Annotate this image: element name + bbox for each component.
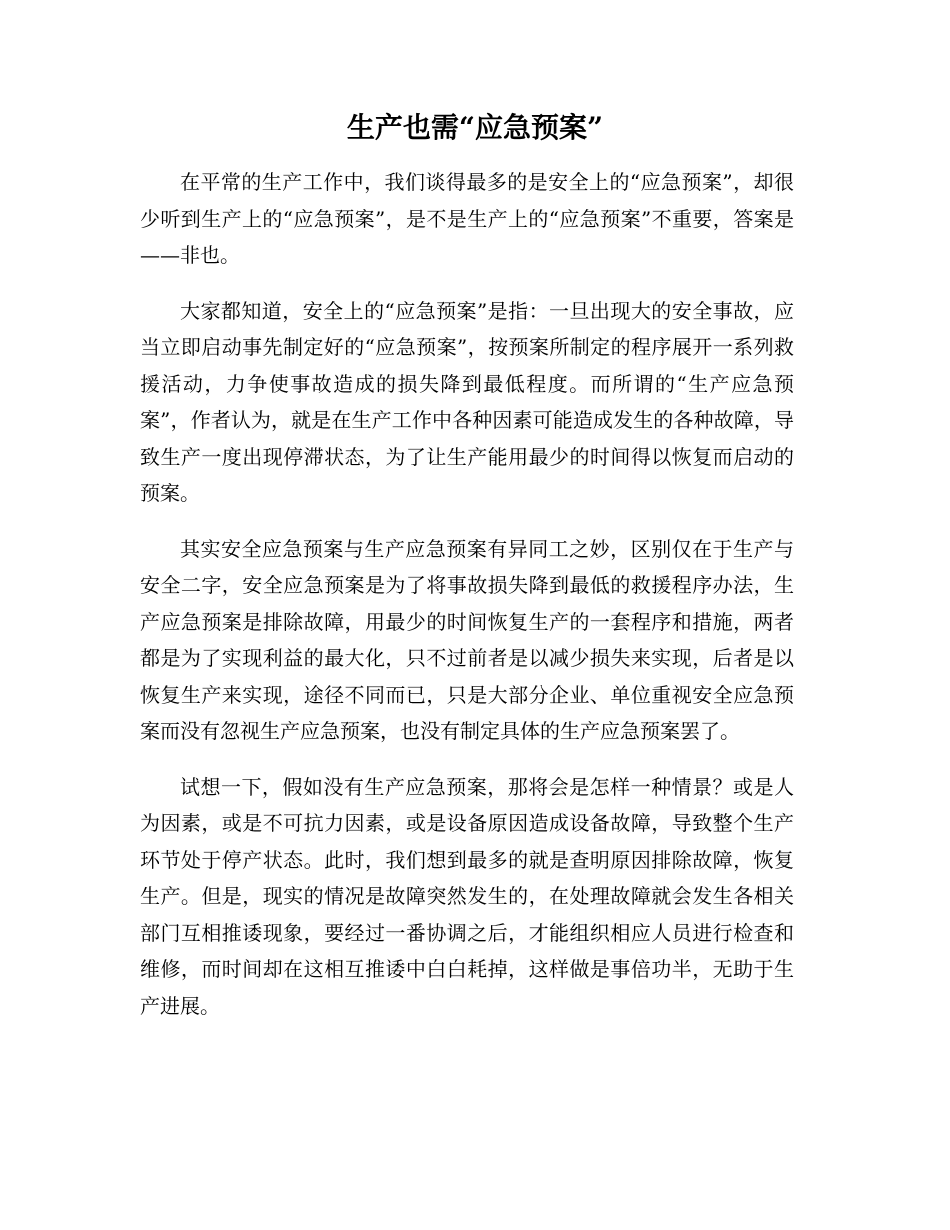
paragraph-1: 在平常的生产工作中，我们谈得最多的是安全上的“应急预案”，却很少听到生产上的“应急预案”，是不是生产上的“应急预案”不重要，答案是——非也。 bbox=[140, 170, 794, 267]
paragraph-4: 试想一下，假如没有生产应急预案，那将会是怎样一种情景？或是人为因素，或是不可抗力因素，或是设备原因造成设备故障，导致整个生产环节处于停产状态。此时，我们想到最多的就是查明原因排除故障，恢复生产。但是，现实的情况是故障突然发生的，在处理故障就会发生各相关部门互相推诿现象，要经过一番协调之后，才能组织相应人员进行检查和维修，而时间却在这相互推诿中白白耗掉，这样做是事倍功半，无助于生产进展。 bbox=[140, 774, 794, 1018]
document-body bbox=[140, 164, 794, 1043]
document-title: 生产也需“应急预案” bbox=[346, 111, 604, 144]
paragraph-3: 其实安全应急预案与生产应急预案有异同工之妙，区别仅在于生产与安全二字，安全应急预案是为了将事故损失降到最低的救援程序办法，生产应急预案是排除故障，用最少的时间恢复生产的一套程序和措施，两者都是为了实现利益的最大化，只不过前者是以减少损失来实现，后者是以恢复生产来实现，途径不同而已，只是大部分企业、单位重视安全应急预案而没有忽视生产应急预案，也没有制定具体的生产应急预案罢了。 bbox=[140, 536, 794, 743]
paragraph-2: 大家都知道，安全上的“应急预案”是指：一旦出现大的安全事故，应当立即启动事先制定好的“应急预案”，按预案所制定的程序展开一系列救援活动，力争使事故造成的损失降到最低程度。而所谓的“生产应急预案”，作者认为，就是在生产工作中各种因素可能造成发生的各种故障，导致生产一度出现停滞状态，为了让生产能用最少的时间得以恢复而启动的预案。 bbox=[140, 298, 794, 505]
